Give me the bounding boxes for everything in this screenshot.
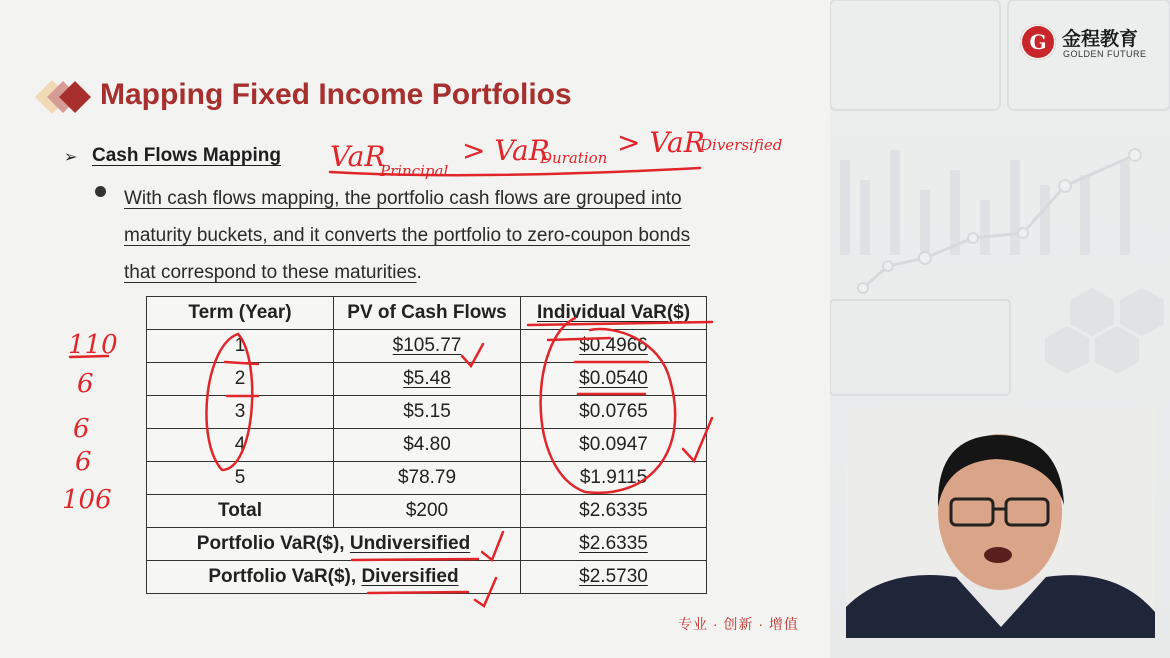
cell-var: $0.4966: [521, 330, 707, 363]
undiversified-value: $2.6335: [521, 528, 707, 561]
cell-var: $0.0947: [521, 429, 707, 462]
var-table: [146, 296, 707, 594]
hw-sub-diversified: Diversified: [700, 136, 783, 154]
table-row: [147, 462, 707, 495]
diversified-value: $2.5730: [521, 561, 707, 594]
hw-sub-duration: Duration: [540, 149, 608, 167]
section-title: Cash Flows Mapping: [92, 145, 281, 166]
bullet-line: that correspond to these maturities.: [124, 262, 422, 283]
bullet-icon: [95, 186, 106, 197]
logo-english-name: GOLDEN FUTURE: [1063, 49, 1147, 59]
diversified-label: Portfolio VaR($), Diversified: [147, 561, 521, 594]
header-var: Individual VaR($): [521, 297, 707, 330]
cell-pv: $105.77: [334, 330, 521, 363]
hw-num: 106: [62, 485, 112, 515]
cell-term: 3: [147, 396, 334, 429]
header-term: Term (Year): [147, 297, 334, 330]
table-row: [147, 429, 707, 462]
cell-var: $0.0540: [521, 363, 707, 396]
cell-term: 1: [147, 330, 334, 363]
hw-num: 6: [75, 447, 92, 477]
logo-chinese-name: 金程教育: [1062, 28, 1139, 50]
cell-term: 2: [147, 363, 334, 396]
diversified-row: [147, 561, 707, 594]
undiversified-row: [147, 528, 707, 561]
header-pv: PV of Cash Flows: [334, 297, 521, 330]
table-total-row: [147, 495, 707, 528]
table-row: [147, 330, 707, 363]
hw-num: 110: [68, 330, 118, 360]
section-arrow-icon: ➢: [64, 149, 78, 166]
cell-term: 5: [147, 462, 334, 495]
bullet-paragraph: [124, 180, 764, 291]
table-header-row: [147, 297, 707, 330]
bullet-line: maturity buckets, and it converts the portfolio to zero-coupon bonds: [124, 225, 691, 246]
total-label: Total: [147, 495, 334, 528]
undiversified-label: Portfolio VaR($), Undiversified: [147, 528, 521, 561]
logo-mark-icon: G: [1020, 24, 1056, 60]
table-row: [147, 363, 707, 396]
hw-var-2: > VaR: [462, 134, 550, 167]
hw-sub-principal: Principal: [380, 162, 449, 180]
cell-pv: $4.80: [334, 429, 521, 462]
table-row: [147, 396, 707, 429]
page-title: Mapping Fixed Income Portfolios: [100, 78, 572, 111]
cell-pv: $78.79: [334, 462, 521, 495]
cell-pv: $5.15: [334, 396, 521, 429]
hw-num: 6: [77, 369, 94, 399]
hw-var-1: VaR: [330, 140, 386, 173]
cell-var: $0.0765: [521, 396, 707, 429]
presenter-figure: [846, 407, 1155, 638]
hw-num: 6: [73, 414, 90, 444]
title-diamond-icon: [35, 78, 95, 116]
total-var: $2.6335: [521, 495, 707, 528]
cell-term: 4: [147, 429, 334, 462]
total-pv: $200: [334, 495, 521, 528]
presenter-video: [846, 407, 1155, 638]
cell-var: $1.9115: [521, 462, 707, 495]
bullet-line: With cash flows mapping, the portfolio cash flows are grouped into: [124, 188, 682, 209]
footer-slogan: 专业 · 创新 · 增值: [678, 616, 799, 632]
cell-pv: $5.48: [334, 363, 521, 396]
brand-logo: [1020, 22, 1160, 68]
hw-var-3: > VaR: [617, 126, 705, 159]
